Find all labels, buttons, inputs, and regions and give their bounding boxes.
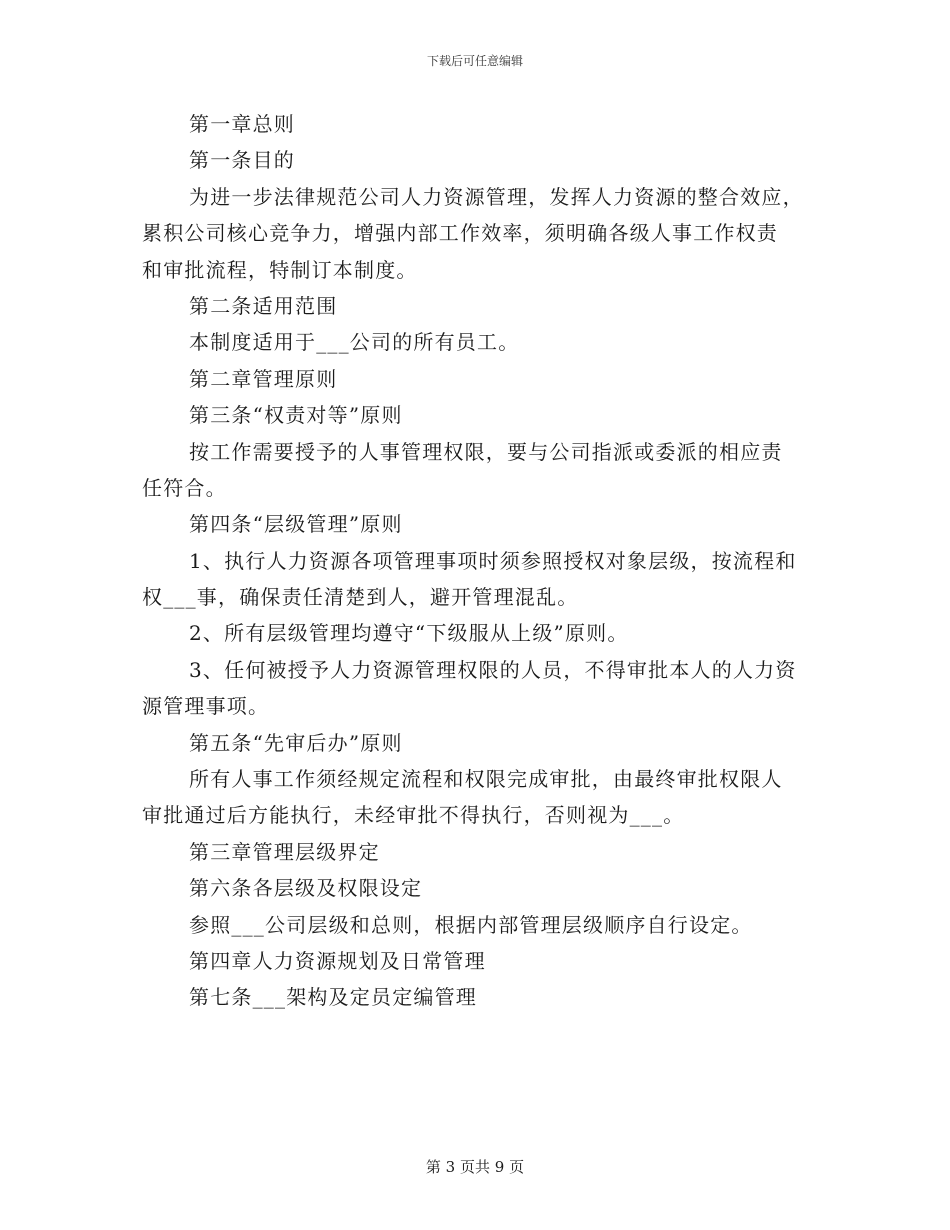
text-line: 第二章管理原则: [189, 366, 338, 391]
text-line: 源管理事项。: [142, 694, 270, 719]
page-header: 下载后可任意编辑: [426, 54, 523, 68]
text-line: 1、执行人力资源各项管理事项时须参照授权对象层级，按流程和: [189, 548, 797, 573]
text-line: 第七条___架构及定员定编管理: [189, 985, 477, 1010]
text-line: 权___事，确保责任清楚到人，避开管理混乱。: [142, 585, 579, 610]
text-line: 第二条适用范围: [189, 293, 338, 318]
text-line: 第四章人力资源规划及日常管理: [189, 948, 486, 973]
text-line: 第六条各层级及权限设定: [189, 876, 423, 901]
text-line: 第三章管理层级界定: [189, 839, 380, 864]
document-body: [142, 106, 810, 1016]
text-line: 第四条“层级管理”原则: [189, 512, 403, 537]
text-line: 按工作需要授予的人事管理权限，要与公司指派或委派的相应责: [189, 439, 783, 464]
text-line: 为进一步法律规范公司人力资源管理，发挥人力资源的整合效应，: [189, 184, 804, 209]
text-line: 和审批流程，特制订本制度。: [142, 257, 418, 282]
text-line: 2、所有层级管理均遵守“下级服从上级”原则。: [189, 621, 629, 646]
text-line: 3、任何被授予人力资源管理权限的人员，不得审批本人的人力资: [189, 657, 797, 682]
text-line: 第一条目的: [189, 148, 295, 173]
text-line: 第五条“先审后办”原则: [189, 730, 403, 755]
text-line: 本制度适用于___公司的所有员工。: [189, 330, 520, 355]
text-line: 审批通过后方能执行，未经审批不得执行，否则视为___。: [142, 803, 685, 828]
text-line: 累积公司核心竞争力，增强内部工作效率，须明确各级人事工作权责: [142, 221, 778, 246]
text-line: 参照___公司层级和总则，根据内部管理层级顺序自行设定。: [189, 912, 753, 937]
text-line: 任符合。: [142, 475, 227, 500]
text-line: 第三条“权责对等”原则: [189, 403, 403, 428]
text-line: 第一章总则: [189, 112, 295, 136]
text-line: 所有人事工作须经规定流程和权限完成审批，由最终审批权限人: [189, 767, 783, 792]
page-footer: 第 3 页共 9 页: [425, 1158, 525, 1176]
